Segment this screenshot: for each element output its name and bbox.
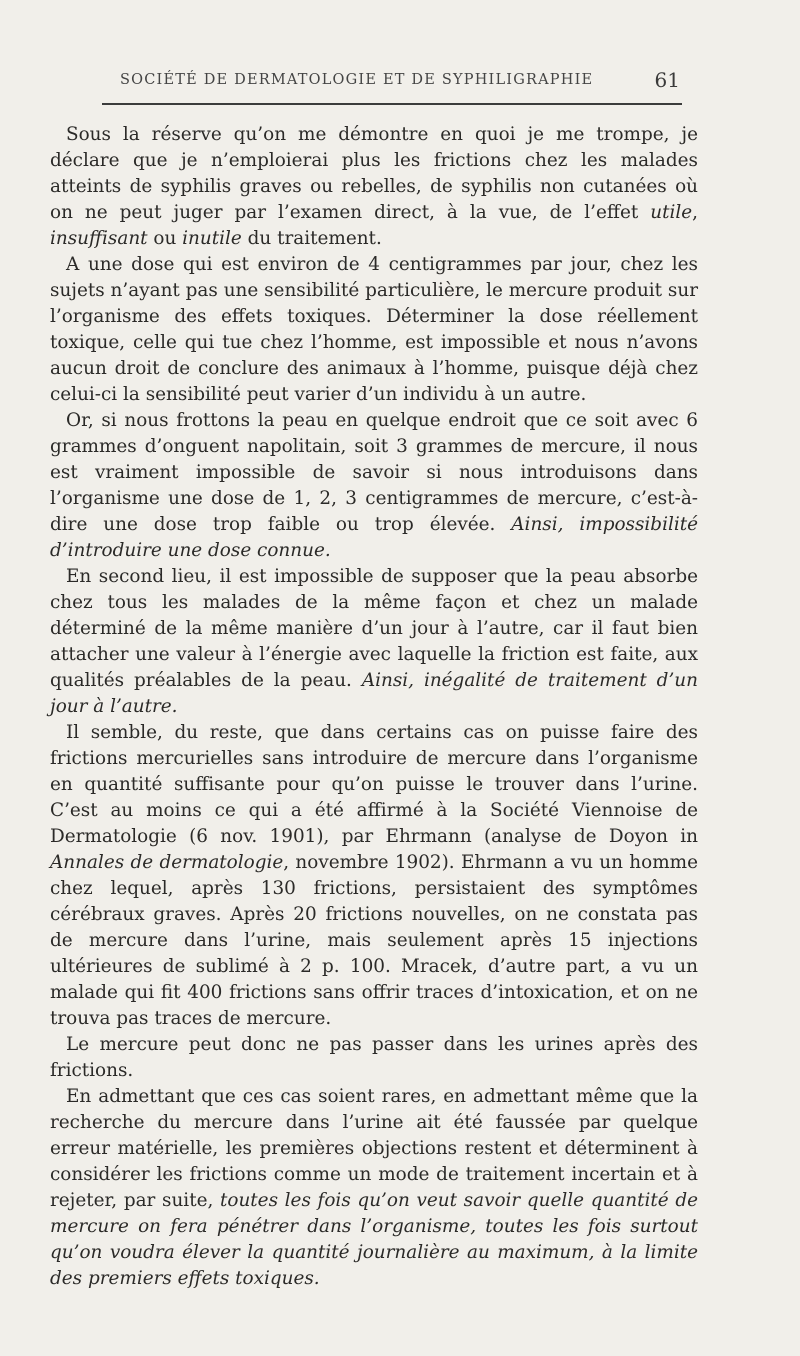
page-number: 61 — [654, 68, 680, 92]
running-header — [50, 70, 684, 96]
journal-title: SOCIÉTÉ DE DERMATOLOGIE ET DE SYPHILIGRAPHIE — [120, 72, 594, 88]
paragraph-2: A une dose qui est environ de 4 centigrammes par jour, chez les sujets n’ayant pas une sensibilité particulière, le mercure produit sur l’organisme des effets toxiques. Déterminer la dose réellement toxique, celle qui tue chez l’homme, est impossible et nous n’avons aucun droit de conclure des animaux à l’homme, puisque déjà chez celui-ci la sensibilité peut varier d’un individu à un autre. — [50, 254, 698, 405]
paragraph-7: En admettant que ces cas soient rares, en admettant même que la recherche du mercure dans l’urine ait été faussée par quelque erreur matérielle, les premières objections restent et déterminent à considérer les frictions comme un mode de traitement incertain et à rejeter, par suite, toutes les fois qu’on veut savoir quelle quantité de mercure on fera pénétrer dans l’organisme, toutes les fois surtout qu’on voudra élever la quantité journalière au maximum, à la limite des premiers effets toxiques. — [50, 1086, 698, 1289]
body-text — [50, 122, 698, 1292]
header-rule — [102, 103, 682, 105]
paragraph-3: Or, si nous frottons la peau en quelque endroit que ce soit avec 6 grammes d’onguent napolitain, soit 3 grammes de mercure, il nous est vraiment impossible de savoir si nous introduisons dans l’organisme une dose de 1, 2, 3 centigrammes de mercure, c’est-à-dire une dose trop faible ou trop élevée. Ainsi, impossibilité d’introduire une dose connue. — [50, 410, 698, 561]
paragraph-4: En second lieu, il est impossible de supposer que la peau absorbe chez tous les malades de la même façon et chez un malade déterminé de la même manière d’un jour à l’autre, car il faut bien attacher une valeur à l’énergie avec laquelle la friction est faite, aux qualités préalables de la peau. Ainsi, inégalité de traitement d’un jour à l’autre. — [50, 566, 698, 717]
paragraph-5: Il semble, du reste, que dans certains cas on puisse faire des frictions mercurielles sans introduire de mercure dans l’organisme en quantité suffisante pour qu’on puisse le trouver dans l’urine. C’est au moins ce qui a été affirmé à la Société Viennoise de Dermatologie (6 nov. 1901), par Ehrmann (analyse de Doyon in Annales de dermatologie, novembre 1902). Ehrmann a vu un homme chez lequel, après 130 frictions, persistaient des symptômes cérébraux graves. Après 20 frictions nouvelles, on ne constata pas de mercure dans l’urine, mais seulement après 15 injections ultérieures de sublimé à 2 p. 100. Mracek, d’autre part, a vu un malade qui fit 400 frictions sans offrir traces d’intoxication, et on ne trouva pas traces de mercure. — [50, 722, 698, 1029]
paragraph-1: Sous la réserve qu’on me démontre en quoi je me trompe, je déclare que je n’emploierai plus les frictions chez les malades atteints de syphilis graves ou rebelles, de syphilis non cutanées où on ne peut juger par l’examen direct, à la vue, de l’effet utile, insuffisant ou inutile du traitement. — [50, 124, 698, 249]
paragraph-6: Le mercure peut donc ne pas passer dans les urines après des frictions. — [50, 1034, 698, 1081]
